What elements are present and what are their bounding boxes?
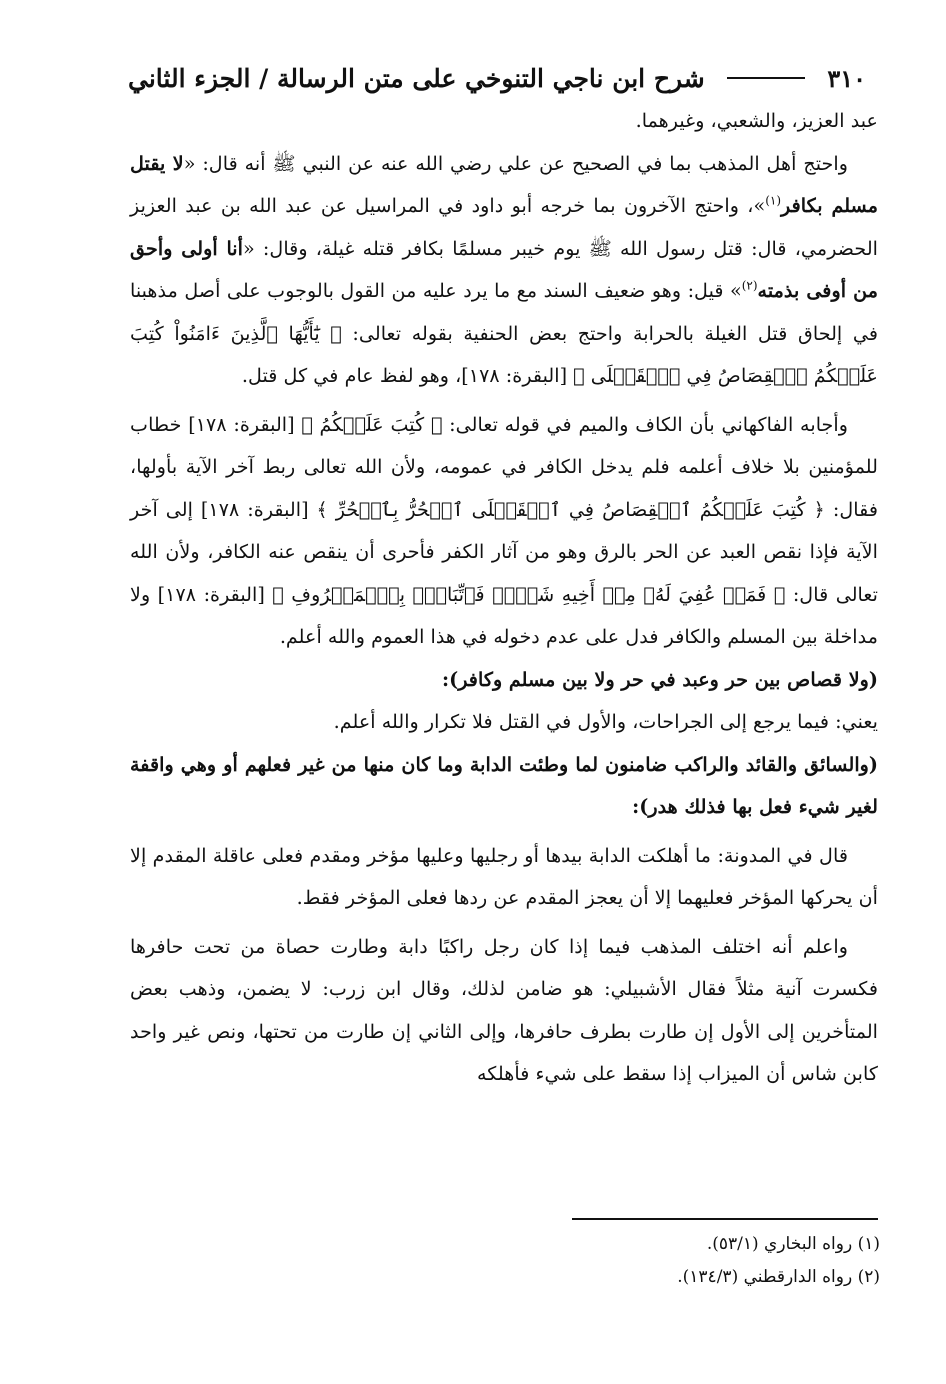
paragraph-1: عبد العزيز، والشعبي، وغيرهما. [635, 109, 878, 132]
paragraph-8: واعلم أنه اختلف المذهب فيما إذا كان رجل راكبًا دابة وطارت حصاة من تحت حافرها فكسرت آنية مثلاً فقال الأشبيلي: هو ضامن لذلك، وقال ابن زرب: لا يضمن، وذهب بعض المتأخرين إلى الأول إن طارت بطرف حافرها، وإلى الثاني إن طارت من تحتها، ونص غير واحد كابن شاس أن الميزاب إذا سقط على شيء فأهلكه [130, 934, 878, 1085]
paragraph-2-part-b: »، واحتج الآخرون بما خرجه أبو داود في المراسيل عن عبد الله بن عبد العزيز الحضرمي، قال: قتل رسول الله ﷺ يوم خيبر مسلمًا بكافر قتله غيلة، وقال: « [130, 194, 878, 260]
matn-line-1: (ولا قصاص بين حر وعبد في حر ولا بين مسلم وكافر): [442, 667, 878, 691]
footnote-separator [572, 1218, 878, 1220]
paragraph-3: وأجابه الفاكهاني بأن الكاف والميم في قوله تعالى: ﴿ كُتِبَ عَلَيۡكُمُ ﴾ [البقرة: ١٧٨] خطاب للمؤمنين بلا خلاف أعلمه فلم يدخل الكافر في عمومه، ولأن الله تعالى ربط آخر الآية بأولها، فقال: ﴿ كُتِبَ عَلَيۡكُمُ ٱلۡقِصَاصُ فِي ٱلۡقَتۡلَى ٱلۡحُرُّ بِٱلۡحُرِّ ﴾ [البقرة: ١٧٨] إلى آخر الآية فإذا نقص العبد عن الحر بالرق وهو من آثار الكفر فأحرى أن ينقص عنه الكافر، ولأن الله تعالى قال: ﴿ فَمَنۡ عُفِيَ لَهُۥ مِنۡ أَخِيهِ شَيۡءٞ فَٱتِّبَاعُۢ بِٱلۡمَعۡرُوفِ ﴾ [البقرة: ١٧٨] ولا مداخلة بين المسلم والكافر فدل على عدم دخوله في هذا العموم والله أعلم. [130, 412, 878, 648]
hadith-quote-2: أنا أولى وأحق من أوفى بذمته [130, 236, 878, 302]
footnotes [300, 1228, 880, 1294]
footnote-ref-2[interactable]: (٢) [741, 278, 758, 293]
page-number: ٣١٠ [827, 63, 866, 93]
footnote-2: (٢) رواه الدارقطني (١٣٤/٣). [677, 1267, 880, 1287]
matn-line-2: (والسائق والقائد والراكب ضامنون لما وطئت الدابة وما كان منها من غير فعلهم أو وهي واقفة لغير شيء فعل بها فذلك هدر): [130, 752, 878, 818]
paragraph-2 [130, 143, 878, 398]
main-text [130, 100, 878, 1096]
header-title: شرح ابن ناجي التنوخي على متن الرسالة / الجزء الثاني [128, 63, 705, 93]
paragraph-7: قال في المدونة: ما أهلكت الدابة بيدها أو رجليها وعليها مؤخر ومقدم فعلى عاقلة المقدم إلا أن يحركها المؤخر فعليهما إلا أن يعجز المقدم عن ردها فعلى المؤخر فقط. [130, 843, 878, 909]
paragraph-2-part-a: واحتج أهل المذهب بما في الصحيح عن علي رضي الله عنه عن النبي ﷺ أنه قال: « [183, 151, 848, 175]
paragraph-2-part-c: » قيل: وهو ضعيف السند مع ما يرد عليه من القول بالوجوب على أصل مذهبنا في إلحاق قتل الغيلة بالحرابة واحتج بعض الحنفية بقوله تعالى: ﴿ يَٰٓأَيُّهَا ٱلَّذِينَ ءَامَنُواْ كُتِبَ عَلَيۡكُمُ ٱلۡقِصَاصُ فِي ٱلۡقَتۡلَى ﴾ [البقرة: ١٧٨]، وهو لفظ عام في كل قتل. [130, 279, 878, 387]
hadith-quote-1: لا يقتل مسلم بكافر [130, 151, 878, 217]
footnote-1: (١) رواه البخاري (٥٣/١). [706, 1234, 880, 1254]
footnote-ref-1[interactable]: (١) [765, 193, 782, 208]
header-rule [727, 77, 806, 79]
paragraph-5: يعني: فيما يرجع إلى الجراحات، والأول في القتل فلا تكرار والله أعلم. [333, 710, 878, 733]
running-header [128, 58, 866, 98]
